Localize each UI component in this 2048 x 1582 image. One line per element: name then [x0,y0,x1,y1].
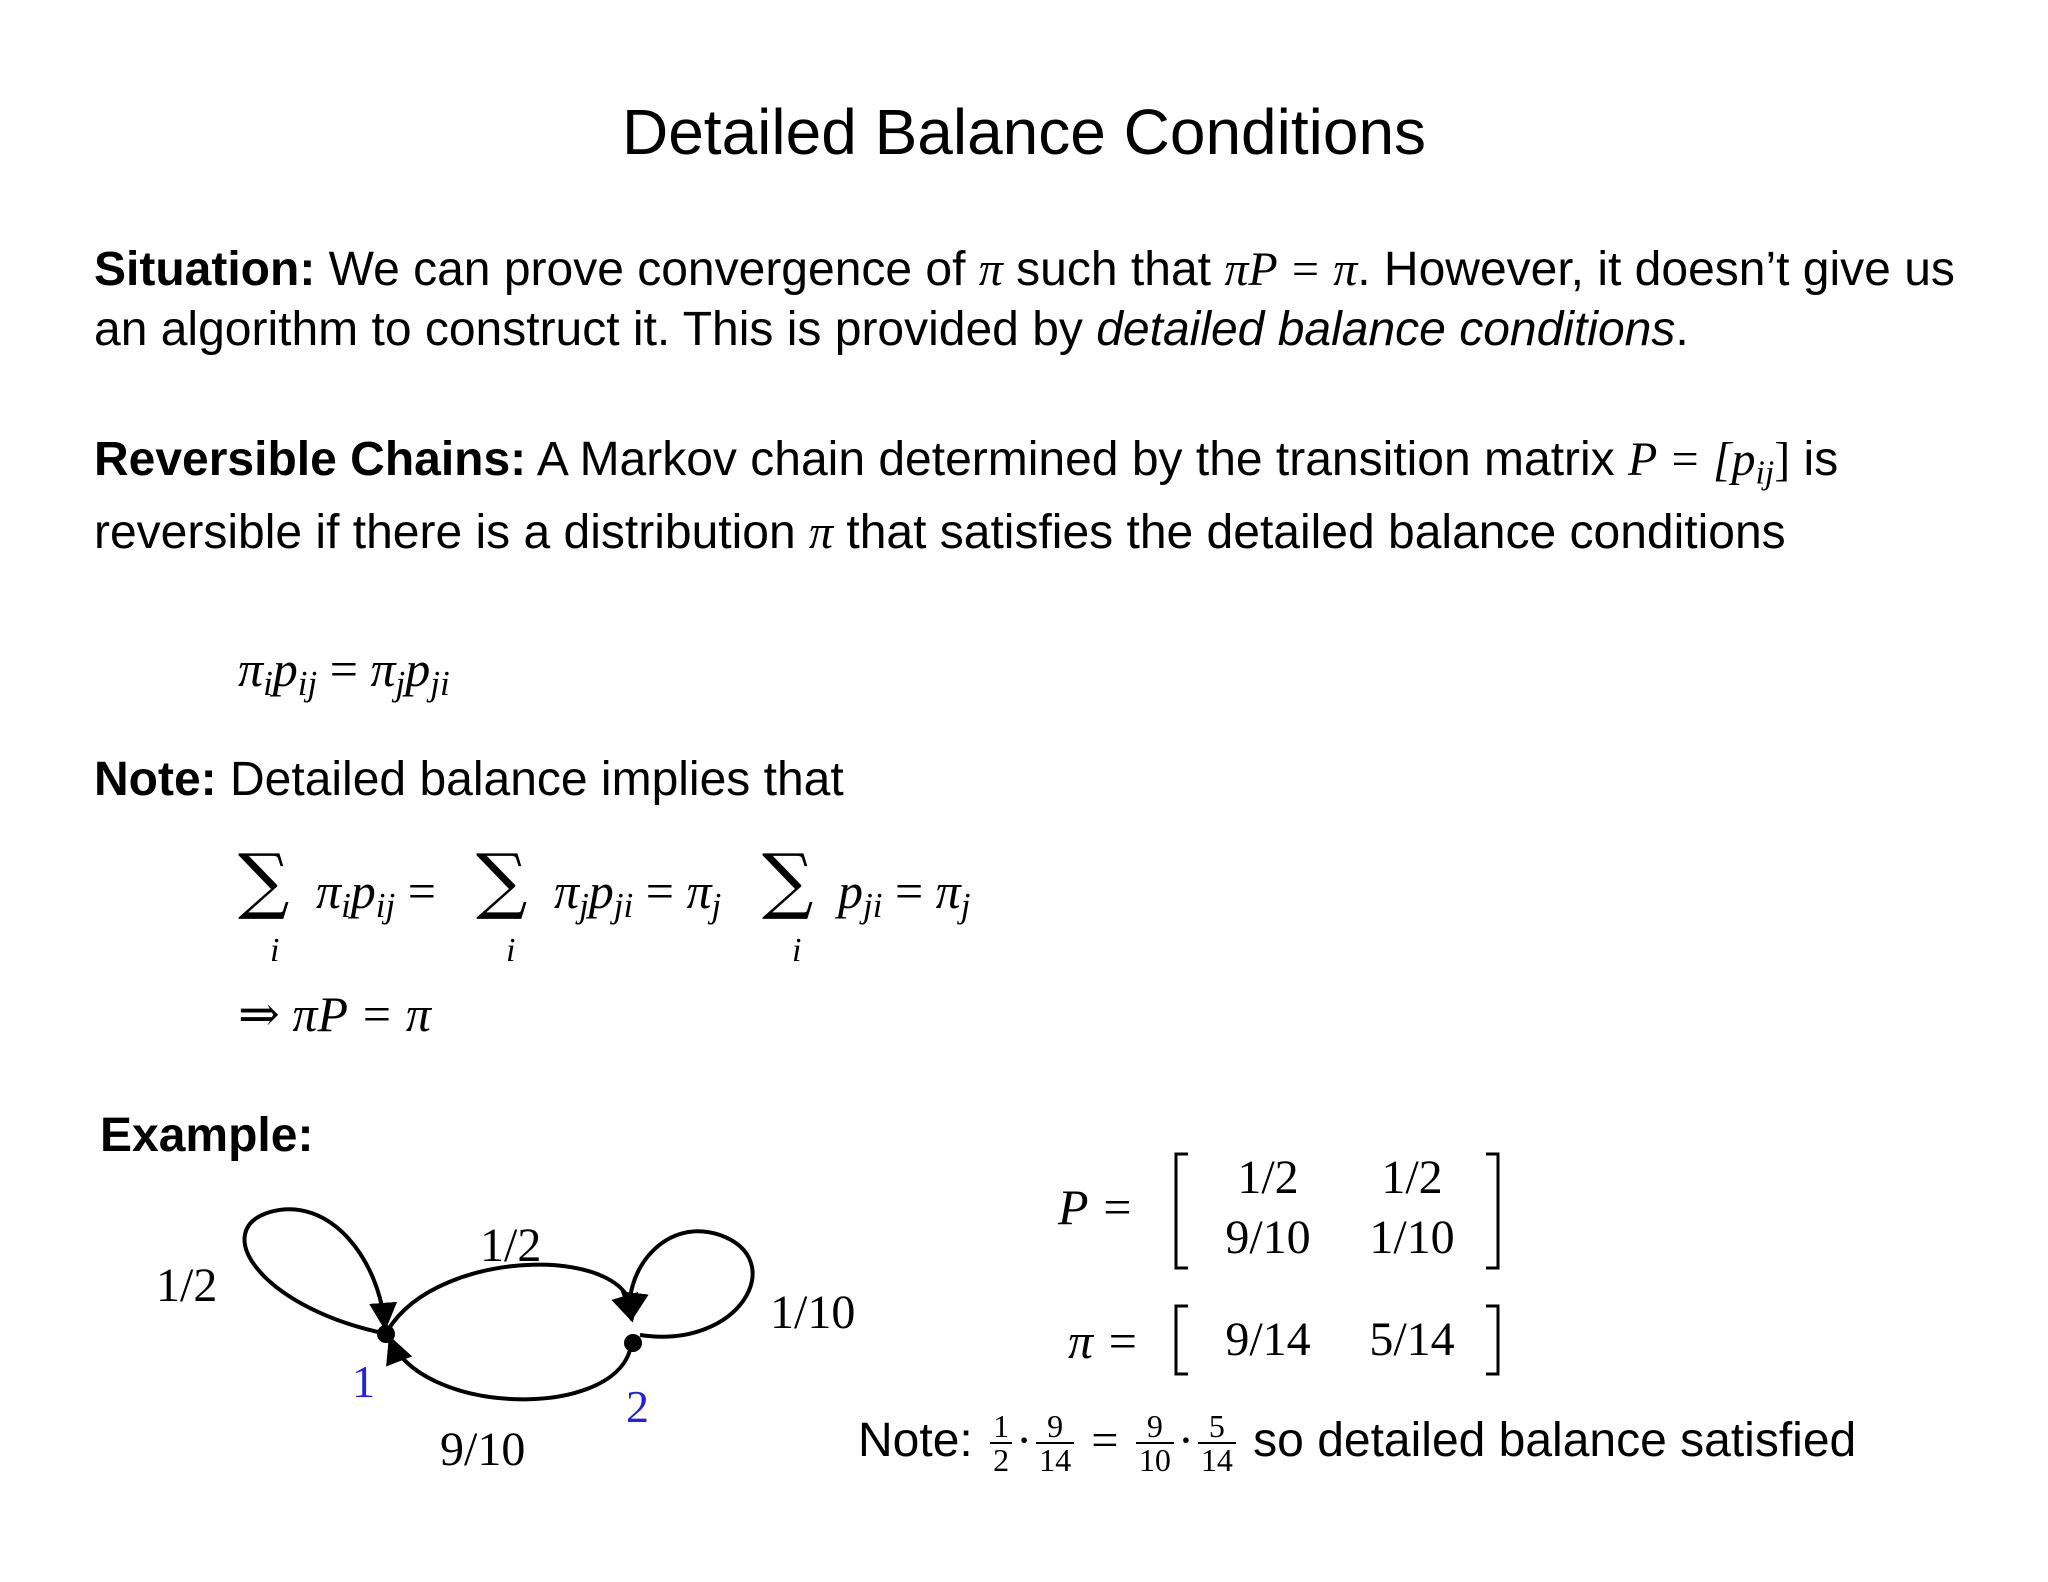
equals: = [317,641,371,697]
subscript: j [711,885,722,925]
stationary-equation: πP = π [1224,243,1358,296]
denominator: 14 [1039,1442,1072,1479]
loop-1-label: 1/2 [156,1259,218,1312]
fraction-1-2 [990,1408,1012,1479]
equals: = [882,863,936,919]
subscript: j [960,885,971,925]
p: p [272,641,298,697]
loop-2-label: 1/10 [770,1286,856,1339]
edge-1-2-label: 1/2 [480,1219,542,1272]
stationary-value-1: 9/14 [1225,1313,1311,1366]
subscript: ji [430,663,450,703]
sum-term [316,862,448,926]
page-title: Detailed Balance Conditions [621,96,1427,168]
equals: = [1091,1414,1119,1467]
fraction-5-14 [1198,1408,1236,1479]
node-2-label: 2 [626,1381,649,1432]
subscript: i [341,885,351,925]
detailed-balance-equation [238,640,450,704]
reversible-label: Reversible Chains: [94,433,527,486]
edge-2-to-1 [390,1338,630,1399]
transition-matrix-definition [1628,433,1791,492]
pi: π [554,863,580,919]
stationary-value-2: 5/14 [1369,1313,1455,1366]
pi: π [370,641,396,697]
denominator: 10 [1138,1442,1171,1479]
matrix-cell-2-1: 9/10 [1225,1211,1311,1264]
reversible-text: is reversible if there is a distribution [94,433,1839,560]
subscript: ij [375,885,396,925]
subscript: ij [1755,454,1775,492]
situation-text: . However, it doesn’t give us an algorithm to construct it. This is provided by [94,243,1955,356]
emphasis-text: detailed balance conditions [1096,303,1676,356]
situation-text: We can prove convergence of [315,243,979,296]
check-text: so detailed balance satisfied [1253,1414,1857,1467]
fraction-9-14 [1036,1408,1074,1479]
note-label: Note: [94,753,217,806]
reversible-text: A Markov chain determined by the transition matrix [526,433,1629,486]
subscript: ji [863,885,883,925]
situation-label: Situation: [94,243,316,296]
sum-index: i [270,932,280,969]
sum-index: i [506,932,516,969]
p: p [350,863,376,919]
dot-operator: · [1177,1414,1194,1467]
p: p [405,641,431,697]
sigma-symbol: ∑ [762,838,814,922]
implies-equation [238,985,431,1043]
numerator: 1 [990,1410,1012,1444]
edge-1-to-2 [388,1265,632,1330]
matrix-cell-1-2: 1/2 [1381,1151,1443,1204]
node-2 [624,1334,642,1352]
matrix-eq-text: P = [p [1628,433,1756,486]
sum-term [554,862,721,926]
denominator: 14 [1200,1442,1233,1479]
sigma-symbol: ∑ [238,838,290,922]
reversible-paragraph [94,430,1944,563]
numerator: 5 [1198,1410,1236,1444]
p: p [588,863,614,919]
subscript: i [263,663,273,703]
situation-text: . [1675,303,1689,356]
stationary-lhs: π = [1068,1313,1140,1369]
subscript: j [579,885,589,925]
node-1-label: 1 [352,1356,375,1407]
sum-index: i [792,932,802,969]
edge-2-1-label: 9/10 [440,1423,526,1476]
pi: π [935,863,961,919]
reversible-text: that satisfies the detailed balance conditions [833,506,1786,560]
implies-text: πP = π [279,986,431,1042]
subscript: ij [297,663,318,703]
denominator: 2 [993,1442,1010,1479]
example-label: Example: [100,1109,314,1162]
p: p [838,863,863,919]
summation-equation [238,838,1038,970]
pi: π [686,863,712,919]
note-paragraph [94,750,2014,810]
self-loop-edge-1 [245,1209,385,1332]
numerator: 9 [1136,1410,1174,1444]
matrix-lhs: P = [1058,1179,1134,1235]
numerator: 9 [1036,1410,1074,1444]
node-1 [377,1325,395,1343]
note-text: Detailed balance implies that [216,753,844,806]
verification-note [858,1405,1856,1477]
situation-paragraph [94,240,2014,360]
pi-symbol: π [808,506,834,560]
fraction-9-10 [1136,1408,1174,1479]
bracket: ] [1774,433,1791,486]
self-loop-edge-2 [630,1231,753,1336]
sum-term [838,862,970,926]
situation-text: such that [1002,243,1225,296]
equals: = [395,863,449,919]
subscript: j [395,663,406,703]
pi: π [316,863,342,919]
subscript: ji [613,885,634,925]
dot-operator: · [1016,1414,1033,1467]
sigma-symbol: ∑ [476,838,528,922]
matrix-cell-1-1: 1/2 [1237,1151,1299,1204]
check-label: Note: [858,1414,973,1467]
implies-arrow: ⇒ [238,986,280,1042]
pi-symbol: π [978,243,1003,296]
matrix-cell-2-2: 1/10 [1369,1211,1455,1264]
pi: π [238,641,264,697]
equals: = [633,863,687,919]
